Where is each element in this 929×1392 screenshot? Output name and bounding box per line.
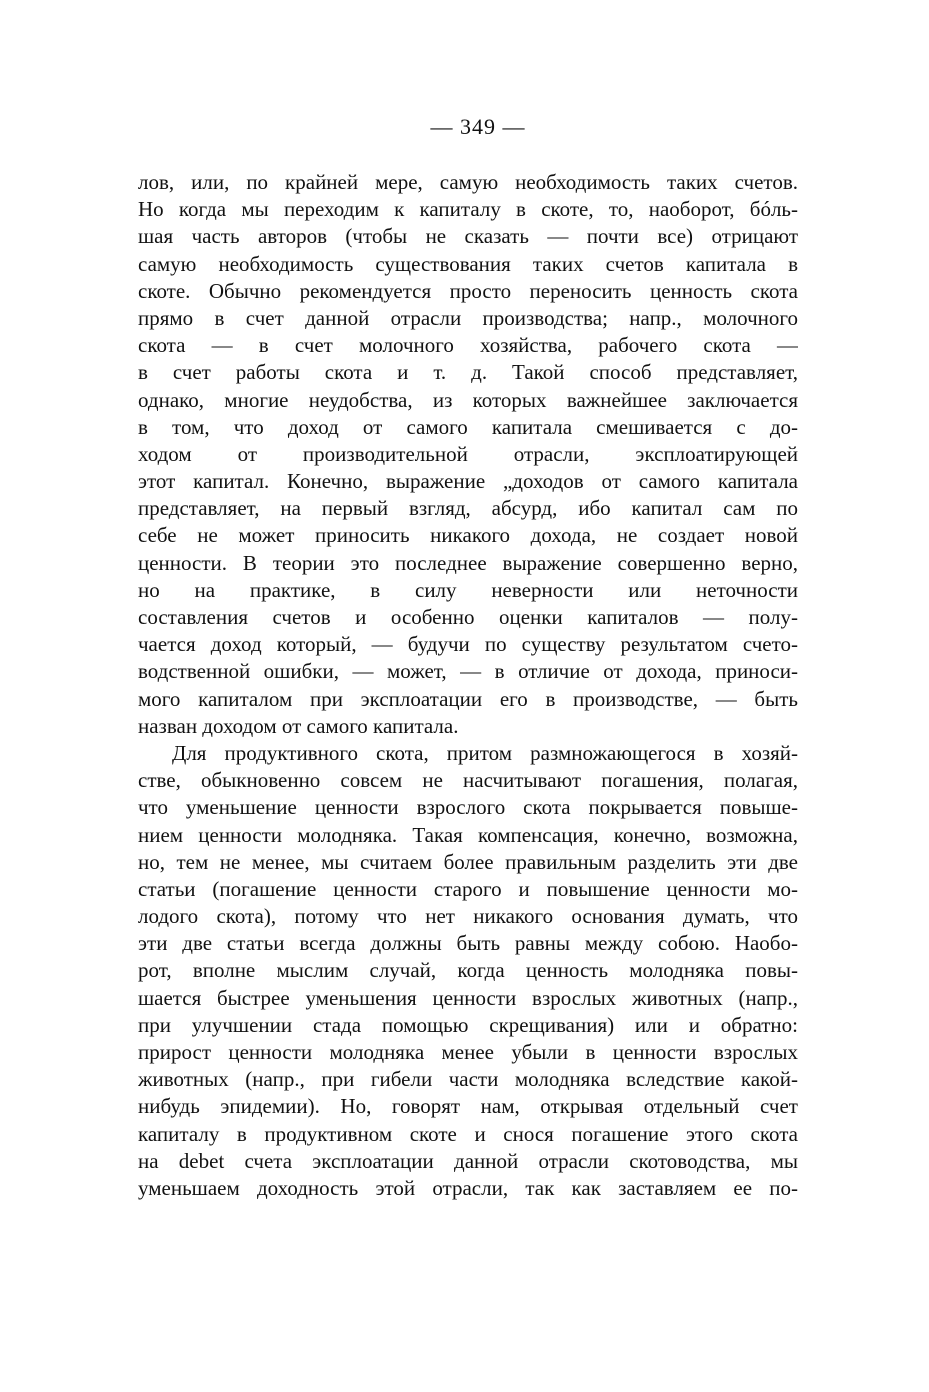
text-line: но на практике, в силу неверности или неточности (138, 577, 798, 602)
paragraph-2 (138, 740, 798, 1202)
text-line: при улучшении стада помощью скрещивания) или и обратно: (138, 1012, 798, 1037)
text-line: лов, или, по крайней мере, самую необходимость таких счетов. (138, 170, 798, 194)
text-line: составления счетов и особенно оценки капиталов — полу- (138, 605, 798, 629)
text-line: эти две статьи всегда должны быть равны между собою. Наобо- (138, 931, 798, 956)
text-line: шается быстрее уменьшения ценности взрослых животных (напр., (138, 985, 798, 1010)
text-line: статьи (погашение ценности старого и повышение ценности мо- (138, 876, 798, 901)
text-line: чается доход который, — будучи по существу результатом счето- (138, 632, 798, 657)
text-line: Но когда мы переходим к капиталу в скоте, то, наоборот, бóль- (138, 197, 798, 222)
text-line: животных (напр., при гибели части молодняка вследствие какой- (138, 1067, 798, 1092)
text-line: назван доходом от самого капитала. (138, 713, 459, 738)
text-line: прирост ценности молодняка менее убыли в ценности взрослых (138, 1040, 798, 1064)
text-line: лодого скота), потому что нет никакого основания думать, что (138, 904, 798, 929)
text-line: скоте. Обычно рекомендуется просто переносить ценность скота (138, 278, 798, 303)
text-line: в счет работы скота и т. д. Такой способ представляет, (138, 360, 798, 385)
text-line: уменьшаем доходность этой отрасли, так как заставляем ее по- (138, 1175, 798, 1200)
text-line: но, тем не менее, мы считаем более правильным разделить эти две (138, 849, 798, 874)
text-line: прямо в счет данной отрасли производства; напр., молочного (138, 305, 798, 330)
text-line: водственной ошибки, — может, — в отличие от дохода, приноси- (138, 659, 798, 684)
text-line: скота — в счет молочного хозяйства, рабочего скота — (138, 333, 798, 358)
text-line: шая часть авторов (чтобы не сказать — почти все) отрицают (138, 224, 798, 249)
text-line: что уменьшение ценности взрослого скота покрывается повыше- (138, 795, 798, 820)
text-line: самую необходимость существования таких счетов капитала в (138, 251, 798, 276)
text-line: Для продуктивного скота, притом размножающегося в хозяй- (172, 740, 798, 765)
text-line: рот, вполне мыслим случай, когда ценность молодняка повы- (138, 958, 798, 983)
text-line: стве, обыкновенно совсем не насчитывают погашения, полагая, (138, 768, 798, 793)
text-line: этот капитал. Конечно, выражение „доходов от самого капитала (138, 469, 798, 494)
page-number: — 349 — (430, 114, 526, 139)
text-line: на debet счета эксплоатации данной отрасли скотоводства, мы (138, 1148, 798, 1173)
text-line: представляет, на первый взгляд, абсурд, ибо капитал сам по (138, 496, 798, 521)
text-line: однако, многие неудобства, из которых важнейшее заключается (138, 387, 798, 412)
body-text (138, 169, 798, 1202)
text-line: ценности. В теории это последнее выражение совершенно верно, (138, 550, 798, 575)
text-line: капиталу в продуктивном скоте и снося погашение этого скота (138, 1121, 798, 1146)
text-line: нибудь эпидемии). Но, говорят нам, открывая отдельный счет (138, 1094, 798, 1119)
text-line: в том, что доход от самого капитала смешивается с до- (138, 414, 798, 439)
text-line: мого капиталом при эксплоатации его в производстве, — быть (138, 686, 798, 711)
paragraph-1 (138, 169, 798, 740)
text-line: ходом от производительной отрасли, эксплоатирующей (138, 441, 798, 466)
text-line: нием ценности молодняка. Такая компенсация, конечно, возможна, (138, 822, 798, 847)
text-line: себе не может приносить никакого дохода, не создает новой (138, 523, 798, 548)
